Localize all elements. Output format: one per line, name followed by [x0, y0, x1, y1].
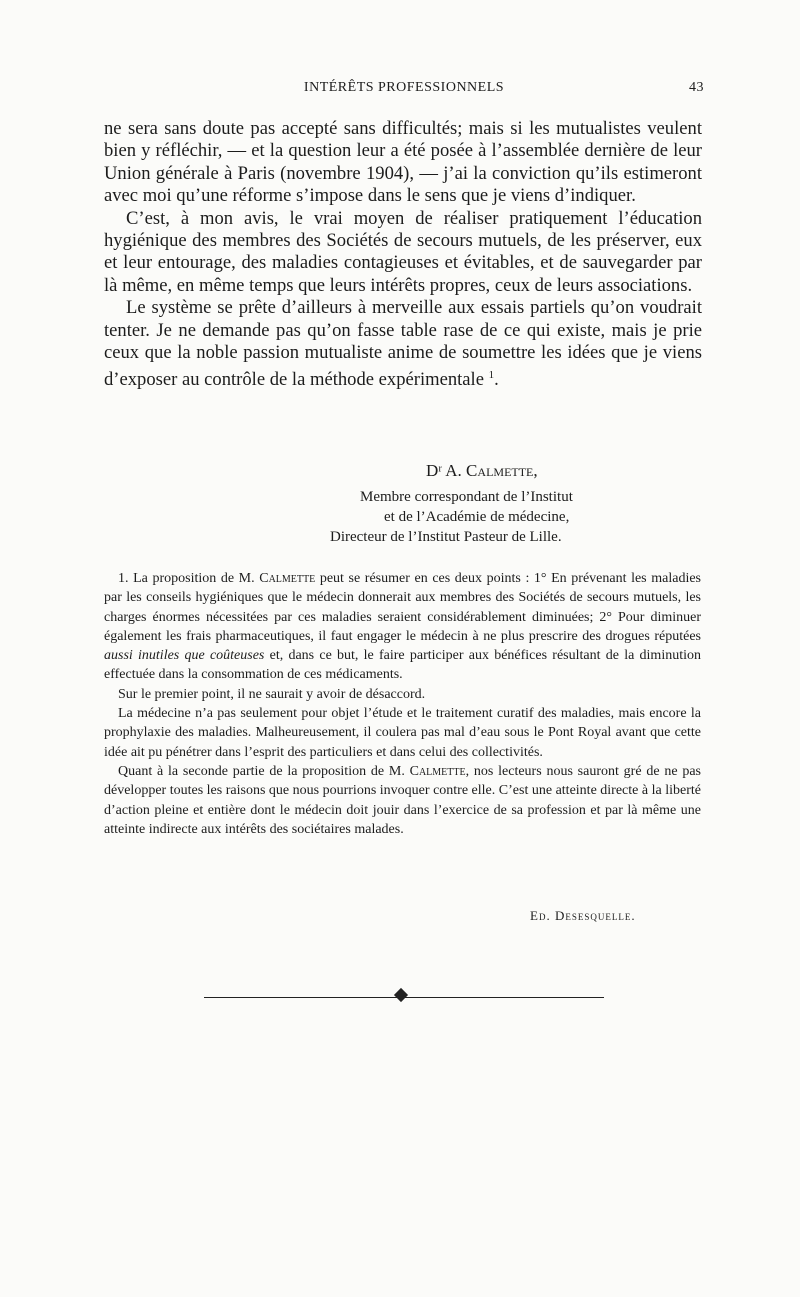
footnote-paragraph-1	[104, 569, 701, 685]
running-head	[104, 80, 704, 100]
footnote-1-italic: aussi inutiles que coûteuses	[104, 648, 265, 664]
paragraph-1: ne sera sans doute pas accepté sans difficultés; mais si les mutualistes veulent bien y réfléchir, — et la question leur a été posée à l’assemblée dernière de leur Union générale à Paris (novembre 1904), — j’ai la conviction qu’ils estimeront avec moi qu’une réforme s’impose dans le sens que je viens d’indiquer.	[104, 118, 702, 207]
footnote-1-part-a: 1. La proposition de M.	[118, 571, 260, 586]
diamond-ornament-icon	[394, 988, 408, 1002]
footnote-paragraph-3: La médecine n’a pas seulement pour objet l’étude et le traitement curatif des maladies, mais encore la prophylaxie des maladies. Malheureusement, il coulera pas mal d’eau sous le Pont Royal avant que cette idée ait pu pénétrer dans l’esprit des particuliers et dans celui des collectivités.	[104, 706, 701, 760]
paragraph-3-end: .	[494, 369, 499, 391]
signature-line-1: Membre correspondant de l’Institut	[360, 489, 573, 505]
signature-name: Dʳ A. Calmette,	[426, 461, 538, 480]
paragraph-3-text: Le système se prête d’ailleurs à merveille aux essais partiels qu’on voudrait tenter. Je ne demande pas qu’on fasse table rase de ce qui existe, mais je prie ceux que la noble passion mutualiste anime de soumettre les idées que je viens d’exposer au contrôle de la méthode expérimentale	[104, 297, 702, 391]
footnote-4-part-a: Quant à la seconde partie de la proposition de M.	[118, 763, 410, 779]
footnote-1-name: Calmette	[259, 571, 316, 586]
running-head-title: INTÉRÊTS PROFESSIONNELS	[303, 80, 505, 95]
footnote-reference: 1	[488, 369, 495, 382]
signature-line-2: et de l’Académie de médecine,	[384, 509, 570, 525]
footnote-1-part-b: peut se résumer en ces deux points : 1° En prévenant les maladies par les conseils hygiéniques que le médecin donnerait aux membres des Sociétés de secours mutuels, les charges énormes nécessitées par ces maladies seraient considérablement diminuées; 2° Pour diminuer également les frais pharmaceutiques, il faut engager le médecin à ne plus prescrire des drogues réputées	[104, 571, 701, 644]
page-number: 43	[689, 80, 704, 95]
footnote-paragraph-4	[104, 762, 701, 839]
footnote-1-part-c: et, dans ce but, le faire participer aux bénéfices résultant de la diminution effectuée dans la consommation de ces médicaments.	[104, 648, 701, 683]
footnote	[104, 569, 701, 839]
footnote-4-part-b: , nos lecteurs nous sauront gré de ne pas développer toutes les raisons que nous pourrions invoquer contre elle. C’est une atteinte directe à la liberté d’action pleine et entière dont le médecin doit jouir dans l’exercice de sa profession et par là même une atteinte indirecte aux intérêts des sociétaires malades.	[104, 763, 702, 837]
body-text	[104, 118, 702, 392]
signature-line-3: Directeur de l’Institut Pasteur de Lille.	[330, 529, 562, 545]
footnote-4-name: Calmette	[409, 763, 466, 779]
footnote-author: Ed. Desesquelle.	[530, 908, 636, 923]
paragraph-3	[104, 297, 702, 392]
paragraph-2: C’est, à mon avis, le vrai moyen de réaliser pratiquement l’éducation hygiénique des membres des Sociétés de secours mutuels, de les préserver, eux et leur entourage, des maladies contagieuses et évitables, et de sauvegarder par là même, en même temps que leurs intérêts propres, ceux de leurs associations.	[104, 207, 702, 296]
footnote-paragraph-2: Sur le premier point, il ne saurait y avoir de désaccord.	[118, 686, 426, 702]
